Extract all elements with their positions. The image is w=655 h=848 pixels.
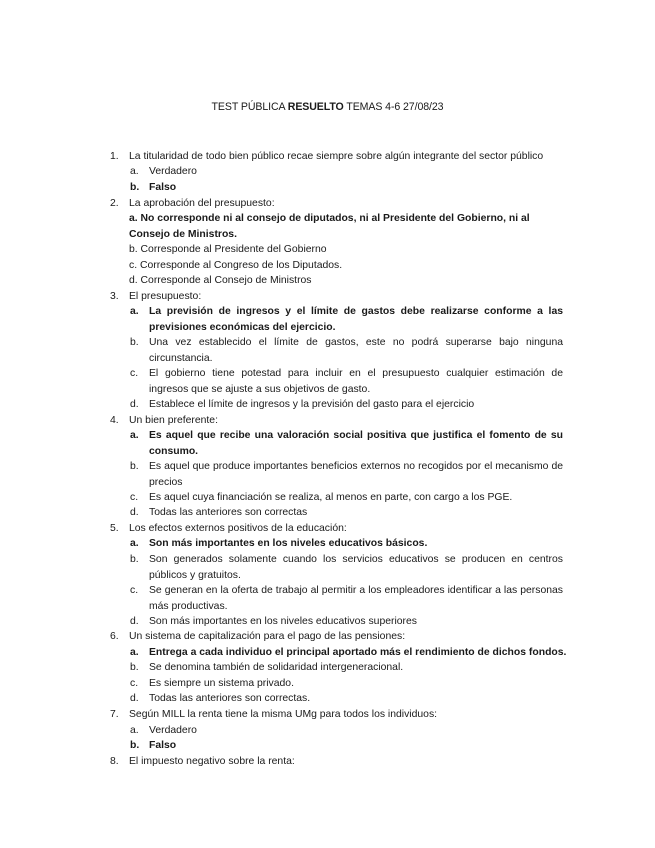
option-text: Verdadero [149,166,197,177]
option-text: Se denomina también de solidaridad intergeneracional. [149,662,404,673]
option-text: Son más importantes en los niveles educativos básicos. [149,538,428,549]
title-bold-word: RESUELTO [287,101,344,113]
option-text: d. Corresponde al Consejo de Ministros [129,275,312,286]
option-2b [129,242,565,258]
option-letter: a. [130,430,139,441]
page-title [0,101,655,113]
option-letter: c. [130,492,139,503]
option-letter: a. [130,725,139,736]
title-suffix: TEMAS 4-6 27/08/23 [343,101,444,113]
option-text: Falso [149,740,177,751]
option-text: Son generados solamente cuando los servicios educativos se producen en centros públicos y gratuitos. [149,554,563,581]
question-number: 5. [110,523,119,534]
option-letter: b. [130,740,140,751]
question-number: 6. [110,631,119,642]
question-number: 4. [110,415,119,426]
question-stem: El presupuesto: [129,291,202,302]
option-letter: d. [130,616,139,627]
question-stem: La aprobación del presupuesto: [129,198,275,209]
option-letter: b. [130,182,140,193]
option-text: a. No corresponde ni al consejo de diputados, ni al Presidente del Gobierno, ni al Consejo de Ministros. [129,213,530,240]
option-text: Una vez establecido el límite de gastos, este no podrá superarse bajo ninguna circunstancia. [149,337,563,364]
option-2a-correct [129,211,565,242]
option-letter: c. [130,678,139,689]
option-text: Todas las anteriores son correctas. [149,693,311,704]
option-text: Es aquel que produce importantes beneficios externos no recogidos por el mecanismo de precios [149,461,563,488]
option-letter: d. [130,507,139,518]
option-letter: b. [130,337,139,348]
option-2c [129,258,565,274]
option-letter: b. [130,461,139,472]
option-text: Verdadero [149,725,197,736]
option-letter: c. [130,585,139,596]
question-stem: Un bien preferente: [129,415,218,426]
question-stem: El impuesto negativo sobre la renta: [129,756,295,767]
option-2d [129,273,565,289]
option-letter: a. [130,306,139,317]
title-prefix: TEST PÚBLICA [211,101,288,113]
option-letter: b. [130,662,139,673]
option-letter: b. [130,554,139,565]
option-letter: d. [130,399,139,410]
question-number: 7. [110,709,119,720]
question-stem: La titularidad de todo bien público recae siempre sobre algún integrante del sector público [129,151,544,162]
question-stem: Un sistema de capitalización para el pago de las pensiones: [129,631,406,642]
option-text: Entrega a cada individuo el principal aportado más el rendimiento de dichos fondos. [149,647,567,658]
question-number: 1. [110,151,119,162]
option-text: b. Corresponde al Presidente del Gobierno [129,244,327,255]
option-text: La previsión de ingresos y el límite de gastos debe realizarse conforme a las previsiones económicas del ejercicio. [149,306,563,333]
option-text: Se generan en la oferta de trabajo al permitir a los empleadores identificar a las personas más productivas. [149,585,563,612]
option-text: Son más importantes en los niveles educativos superiores [149,616,417,627]
option-text: El gobierno tiene potestad para incluir en el presupuesto cualquier estimación de ingresos que se ajuste a sus objetivos de gasto. [149,368,563,395]
option-letter: a. [130,647,139,658]
option-text: Establece el límite de ingresos y la previsión del gasto para el ejercicio [149,399,475,410]
option-letter: d. [130,693,139,704]
option-text: Todas las anteriores son correctas [149,507,308,518]
option-text: Es siempre un sistema privado. [149,678,294,689]
option-letter: a. [130,166,139,177]
option-letter: c. [130,368,139,379]
option-text: Es aquel cuya financiación se realiza, al menos en parte, con cargo a los PGE. [149,492,513,503]
question-number: 3. [110,291,119,302]
option-text: Falso [149,182,177,193]
question-number: 8. [110,756,119,767]
option-letter: a. [130,538,139,549]
question-stem: Según MILL la renta tiene la misma UMg para todos los individuos: [129,709,438,720]
question-number: 2. [110,198,119,209]
option-text: c. Corresponde al Congreso de los Diputados. [129,260,343,271]
question-stem: Los efectos externos positivos de la educación: [129,523,347,534]
option-text: Es aquel que recibe una valoración social positiva que justifica el fomento de su consumo. [149,430,563,457]
